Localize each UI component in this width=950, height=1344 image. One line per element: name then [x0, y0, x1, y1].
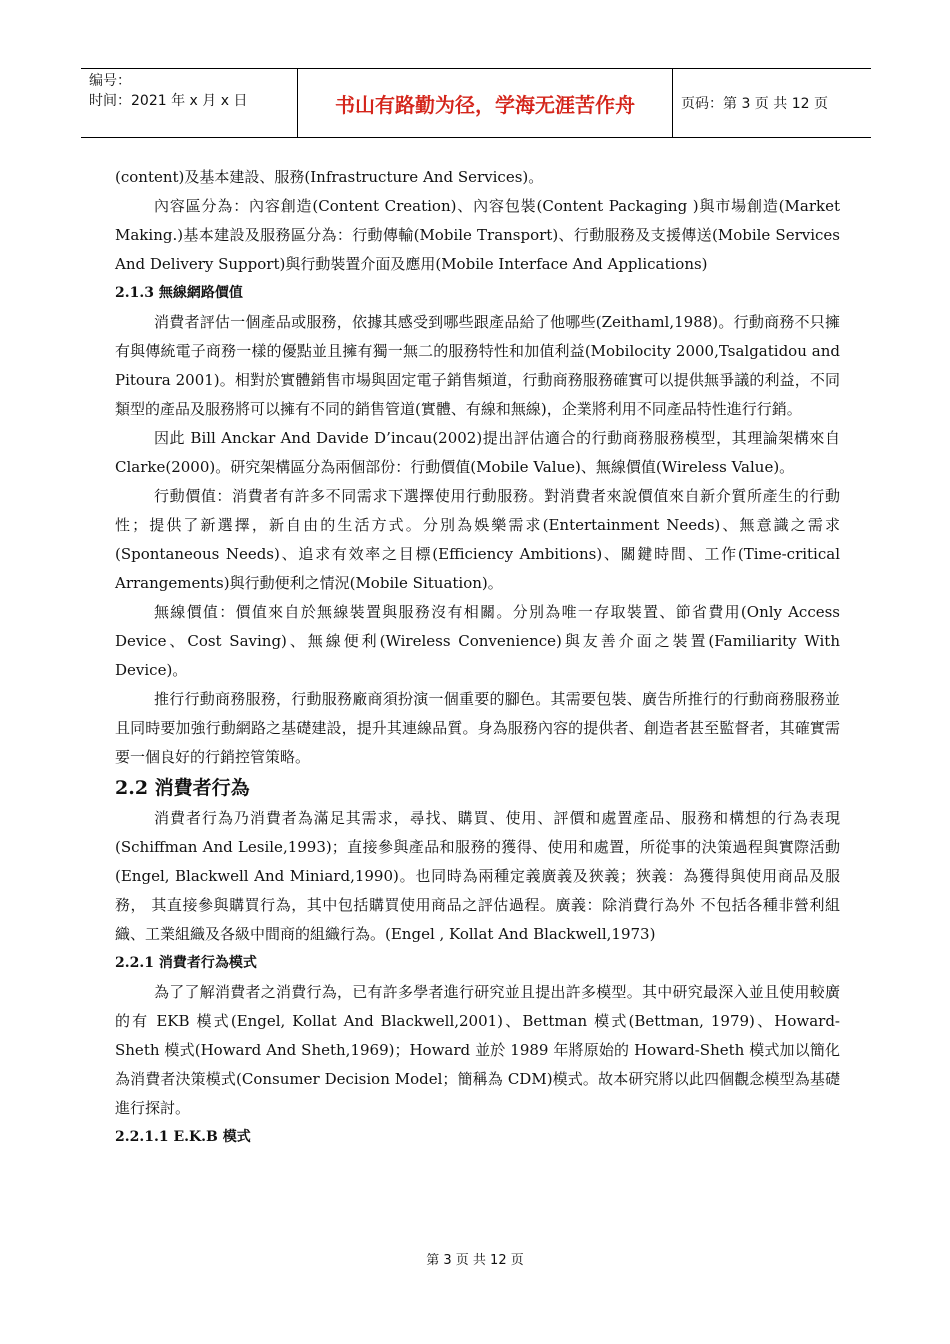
page-footer: 第 3 页 共 12 页: [426, 1253, 524, 1268]
page-header: [81, 68, 871, 138]
date-label: 时间：2021 年 x 月 x 日: [89, 93, 248, 109]
paragraph: 消費者行為乃消費者為滿足其需求，尋找、購買、使用、評價和處置產品、服務和構想的行為表現(Schiffman And Lesile,1993)；直接參與產品和服務的獲得、使用和處置，所從事的決策過程與實際活動(Engel, Blackwell And Miniard,1990)。也同時為兩種定義廣義及狹義；狹義：為獲得與使用商品及服務， 其直接參與購買行為，其中包括購買使用商品之評估過程。廣義：除消費行為外 不包括各種非營利組織、工業組織及各級中間商的組織行為。(Engel , Kollat And Blackwell,1973): [115, 809, 840, 943]
section-heading-2-2-1: 2.2.1 消費者行為模式: [115, 955, 257, 971]
paragraph: 因此 Bill Anckar And Davide D’incau(2002)提出評估適合的行動商務服務模型，其理論架構來自 Clarke(2000)。研究架構區分為兩個部份：行動價值(Mobile Value)、無線價值(Wireless Value)。: [115, 429, 840, 476]
paragraph: 為了了解消費者之消費行為，已有許多學者進行研究並且提出許多模型。其中研究最深入並且使用較廣的有 EKB 模式(Engel, Kollat And Blackwell,2001)、Bettman 模式(Bettman, 1979)、Howard-Sheth 模式(Howard And Sheth,1969)；Howard 並於 1989 年將原始的 Howard-Sheth 模式加以簡化為消費者決策模式(Consumer Decision Model；簡稱為 CDM)模式。故本研究將以此四個觀念模型為基礎進行探討。: [115, 983, 840, 1117]
paragraph: 行動價值：消費者有許多不同需求下選擇使用行動服務。對消費者來說價值來自新介質所產生的行動性；提供了新選擇，新自由的生活方式。分別為娛樂需求(Entertainment Needs)、無意識之需求(Spontaneous Needs)、追求有效率之目標(Efficiency Ambitions)、關鍵時間、工作(Time-critical Arrangements)與行動便利之情況(Mobile Situation)。: [115, 487, 840, 592]
paragraph: 消費者評估一個產品或服務，依據其感受到哪些跟產品給了他哪些(Zeithaml,1988)。行動商務不只擁有與傳統電子商務一樣的優點並且擁有獨一無二的服務特性和加值利益(Mobilocity 2000,Tsalgatidou and Pitoura 2001)。相對於實體銷售市場與固定電子銷售頻道，行動商務服務確實可以提供無爭議的利益，不同類型的產品及服務將可以擁有不同的銷售管道(實體、有線和無線)，企業將利用不同產品特性進行行銷。: [115, 313, 840, 418]
document-body: [115, 163, 840, 1152]
paragraph: (content)及基本建設、服務(Infrastructure And Services)。: [115, 168, 544, 186]
number-label: 编号：: [89, 73, 131, 89]
paragraph: 內容區分為：內容創造(Content Creation)、內容包裝(Content Packaging )與市場創造(Market Making.)基本建設及服務區分為：行動傳輸(Mobile Transport)、行動服務及支援傳送(Mobile Services And Delivery Support)與行動裝置介面及應用(Mobile Interface And Applications): [115, 197, 840, 273]
header-motto: 书山有路勤为径，学海无涯苦作舟: [298, 69, 673, 137]
header-page-info: 页码：第 3 页 共 12 页: [681, 96, 828, 112]
paragraph: 無線價值：價值來自於無線裝置與服務沒有相關。分別為唯一存取裝置、節省費用(Only Access Device、Cost Saving)、無線便利(Wireless Convenience)與友善介面之裝置(Familiarity With Device)。: [115, 603, 840, 679]
header-meta: [81, 69, 298, 137]
paragraph: 推行行動商務服務，行動服務廠商須扮演一個重要的腳色。其需要包裝、廣告所推行的行動商務服務並且同時要加強行動網路之基礎建設，提升其連線品質。身為服務內容的提供者、創造者甚至監督者，其確實需要一個良好的行銷控管策略。: [115, 690, 840, 766]
section-heading-2-2: 2.2 消費者行為: [115, 777, 250, 799]
section-heading-2-2-1-1: 2.2.1.1 E.K.B 模式: [115, 1129, 251, 1145]
section-heading-2-1-3: 2.1.3 無線網路價值: [115, 285, 243, 301]
